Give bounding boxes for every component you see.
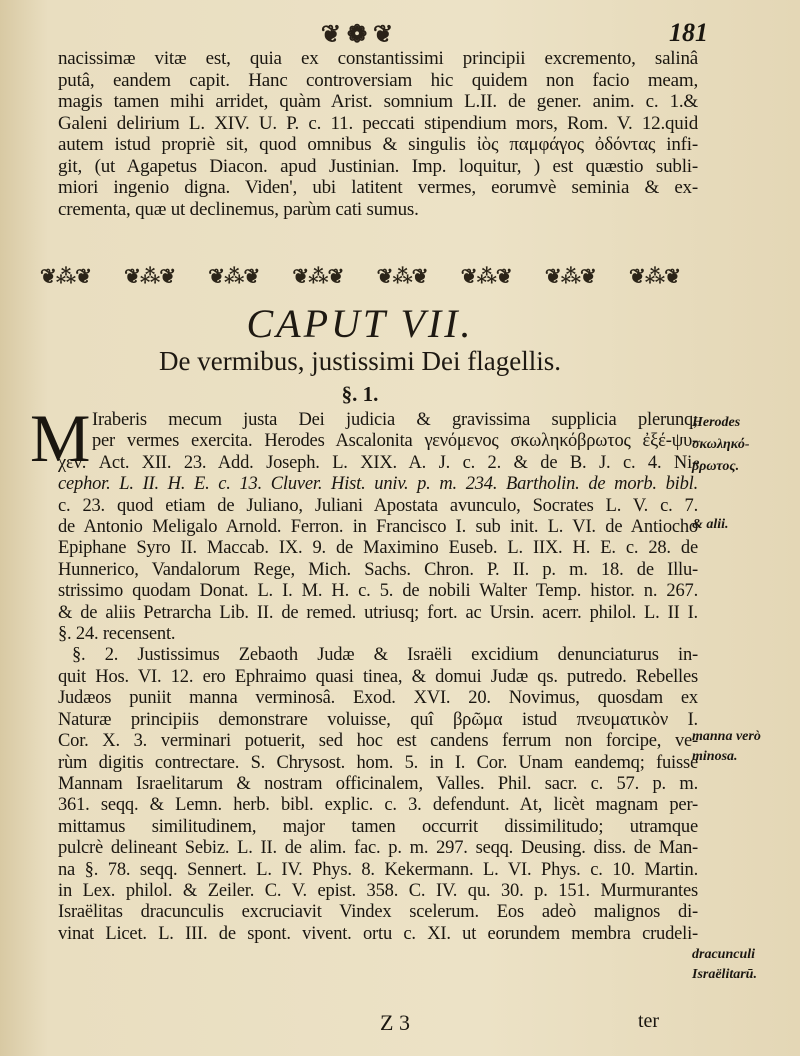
header-ornament: ❦❁❦ <box>320 22 400 48</box>
ornament-unit: ❦⁂❦ <box>460 265 512 288</box>
page-number: 181 <box>669 18 708 47</box>
catchword: ter <box>638 1010 660 1032</box>
ornament-unit: ❦⁂❦ <box>124 265 176 288</box>
text-line: per vermes exercita. Herodes Ascalonita γενόμενος σκωληκόβρωτος ἐξέ-ψυ- <box>92 431 698 452</box>
text-line: crementa, quæ ut declinemus, parùm cati sumus. <box>58 198 419 220</box>
ornament-unit: ❦⁂❦ <box>544 265 596 288</box>
text-line: Galeni delirium L. XIV. U. P. c. 11. peccati stipendium mors, Rom. V. 12.quid <box>58 112 698 134</box>
text-line: in Lex. philol. & Zeiler. C. V. epist. 358. C. IV. qu. 30. p. 151. Murmurantes <box>58 880 698 901</box>
text-line: strissimo quodam Donat. L. I. M. H. c. 5. de nobili Walter Temp. histor. n. 267. <box>58 581 698 602</box>
section-number: §. 1. <box>341 382 379 406</box>
signature-mark: Z 3 <box>380 1010 410 1035</box>
margin-note: βρωτος. <box>692 459 740 474</box>
text-line: §. 2. Justissimus Zebaoth Judæ & Israëli excidium denunciaturus in- <box>72 645 698 666</box>
margin-note: minosa. <box>692 749 738 764</box>
text-line: magis tamen mihi arridet, quàm Arist. somnium L.II. de gener. anim. c. 1.& <box>58 91 698 112</box>
ornament-unit: ❦⁂❦ <box>628 265 680 288</box>
margin-note: Israëlitarū. <box>692 967 757 982</box>
text-line: mittamus similitudinem, major tamen occurrit dissimilitudo; utramque <box>58 816 698 837</box>
text-line: cephor. L. II. H. E. c. 13. Cluver. Hist. univ. p. m. 234. Bartholin. de morb. bibl. <box>58 474 698 495</box>
text-line: de Antonio Meligalo Arnold. Ferron. in Francisco I. sub init. L. VI. de Antiocho <box>58 517 698 538</box>
text-line: quit Hos. VI. 12. ero Ephraimo quasi tinea, & domui Judæ qs. putredo. Rebelles <box>58 666 698 687</box>
margin-note: & alii. <box>692 517 729 532</box>
text-line: vinat Licet. L. III. de spont. vivent. ortu c. XI. ut eorundem membra crudeli- <box>58 923 698 944</box>
margin-note: manna verò <box>692 729 761 744</box>
top-paragraph <box>58 48 698 220</box>
text-line: §. 24. recensent. <box>58 624 176 645</box>
margin-note: dracunculi <box>692 947 756 962</box>
text-line: Iraberis mecum justa Dei judicia & gravissima supplicia plerunq; <box>92 410 698 430</box>
chapter-subtitle: De vermibus, justissimi Dei flagellis. <box>159 346 561 376</box>
main-text <box>58 410 698 945</box>
text-line: c. 23. quod etiam de Juliano, Juliani Apostata avunculo, Socrates L. V. c. 7. <box>58 495 698 516</box>
text-line: Judæos puniit manna verminosâ. Exod. XVI. 20. Novimus, quosdam ex <box>58 688 698 709</box>
text-line: Epiphane Syro II. Maccab. IX. 9. de Maximino Euseb. L. IIX. H. E. c. 28. de <box>58 538 698 559</box>
text-line: Mannam Israelitarum & nostram officinalem, Valles. Phil. sacr. c. 57. p. m. <box>58 773 698 794</box>
text-line: miori ingenio digna. Viden', ubi latitent vermes, eorumvè seminia & ex- <box>58 177 698 198</box>
ornament-unit: ❦⁂❦ <box>292 265 344 288</box>
text-line: na §. 78. seqq. Sennert. L. IV. Phys. 8. Kekermann. L. VI. Phys. c. 10. Martin. <box>58 859 698 880</box>
text-line: putâ, eandem capit. Hanc controversiam hic quidem non facio meam, <box>58 69 698 91</box>
ornament-unit: ❦⁂❦ <box>208 265 260 288</box>
text-line: χεν. Act. XII. 23. Add. Joseph. L. XIX. A. J. c. 2. & de B. J. c. 4. Ni- <box>58 452 698 473</box>
chapter-title: CAPUT VII. <box>246 301 474 346</box>
text-line: nacissimæ vitæ est, quia ex constantissimi principii excremento, salinâ <box>58 48 698 69</box>
text-line: Cor. X. 3. verminari potuerit, sed hoc est candens ferrum non forcipe, ve- <box>58 731 698 752</box>
page-footer <box>0 1010 800 1050</box>
text-line: pulcrè delineant Sebiz. L. II. de alim. fac. p. m. 297. seqq. Deusing. diss. de Man- <box>58 838 698 859</box>
text-line: autem istud propriè sit, quod omnibus & singulis ἰὸς παμφάγος ὀδόντας infi- <box>58 134 698 155</box>
text-line: & de aliis Petrarcha Lib. II. de remed. utriusq; fort. ac Ursin. acerr. philol. L. II I. <box>58 602 698 623</box>
ornament-unit: ❦⁂❦ <box>376 265 428 288</box>
margin-note: σκωληκό- <box>692 437 750 452</box>
text-line: rùm digitis contrectare. S. Chrysost. hom. 5. in I. Cor. Unam eandemq; fuisse <box>58 752 698 773</box>
margin-note: Herodes <box>692 415 741 430</box>
ornament-band <box>40 262 680 290</box>
text-line: Naturæ principiis demonstrare voluisse, quî βρῶμα istud πνευματικὸν I. <box>58 709 698 730</box>
drop-cap: M <box>30 400 91 476</box>
text-line: 361. seqq. & Lemn. herb. bibl. explic. c. 3. defendunt. At, licèt magnam per- <box>58 795 698 816</box>
ornament-unit: ❦⁂❦ <box>40 265 91 288</box>
text-line: Hunnerico, Vandalorum Rege, Mich. Sachs. Chron. P. II. p. m. 18. de Illu- <box>58 559 698 580</box>
text-line: git, (ut Agapetus Diacon. apud Justinian. Imp. loquitur, ) est quæstio subli- <box>58 155 698 177</box>
text-line: Israëlitas dracunculis excruciavit Vindex scelerum. Eos adeò malignos di- <box>58 902 698 923</box>
